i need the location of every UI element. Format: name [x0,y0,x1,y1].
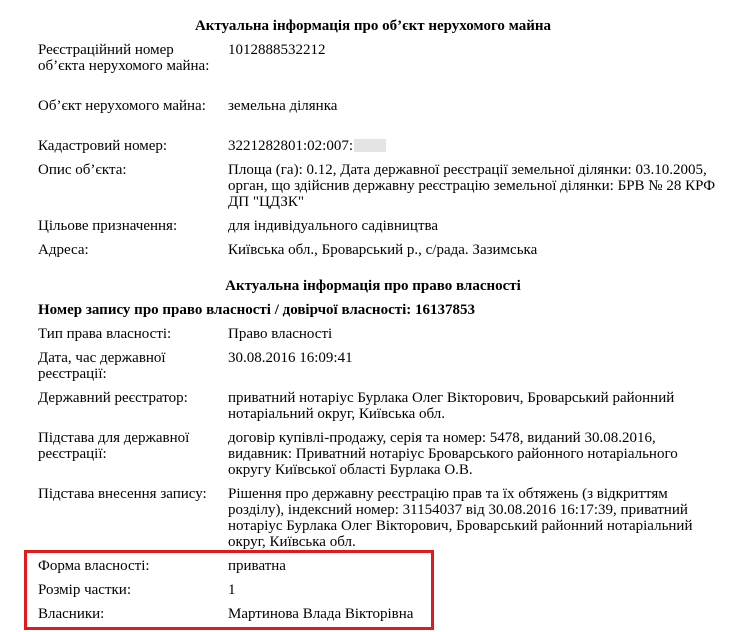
row-label: Власники: [38,606,105,622]
row-value: Рішення про державну реєстрацію прав та їх обтяжень (з відкриттям розділу), індексний номер: 31154037 від 30.08.2016 16:17:39, приватний нотаріус Бурлака Олег Вікторович, Броварський районний нотаріальний округ, Київська обл. [228,486,693,550]
row-value [228,138,718,154]
row-label: Підстава внесення запису: [38,486,207,502]
row-value: 30.08.2016 16:09:41 [228,350,353,366]
row-value: для індивідуального садівництва [228,218,439,234]
row-label: Державний реєстратор: [38,390,188,406]
row-label: Цільове призначення: [38,218,178,234]
row-value: приватний нотаріус Бурлака Олег Вікторович, Броварський районний нотаріальний округ, Київська обл. [228,390,675,422]
row-label: Об’єкт нерухомого майна: [38,98,206,114]
row-label: Реєстраційний номер об’єкта нерухомого майна: [38,42,210,74]
row-label: Тип права власності: [38,326,172,342]
row-label: Дата, час державної реєстрації: [38,350,166,382]
row-value: Площа (га): 0.12, Дата державної реєстрації земельної ділянки: 03.10.2005, орган, що здійснив державну реєстрацію земельної ділянки: БРВ № 28 КРФ ДП "ЦДЗК" [228,162,716,210]
row-value: Мартинова Влада Вікторівна [228,606,414,622]
row-value: договір купівлі-продажу, серія та номер: 5478, виданий 30.08.2016, видавник: Приватний нотаріус Броварського районного нотаріального округу Київської області Бурлака О.В. [228,430,678,478]
row-label: Розмір частки: [38,582,131,598]
row-label: Підстава для державної реєстрації: [38,430,190,462]
redaction-blur [354,139,386,152]
row-label: Кадастровий номер: [38,138,168,154]
row-value: 1 [228,582,236,598]
row-value: Київська обл., Броварський р., с/рада. Зазимська [228,242,538,258]
ownership-record-header: Номер запису про право власності / довірчої власності: 16137853 [38,302,476,318]
row-value: приватна [228,558,286,574]
cadastral-number-text: 3221282801:02:007: [228,138,354,154]
highlight-box [24,550,434,630]
row-label: Форма власності: [38,558,150,574]
row-label: Опис об’єкта: [38,162,127,178]
ownership-section-title: Актуальна інформація про право власності [225,278,521,294]
row-value: 1012888532212 [228,42,326,58]
row-label: Адреса: [38,242,89,258]
object-section-title: Актуальна інформація про об’єкт нерухомого майна [194,18,552,34]
row-value: земельна ділянка [228,98,338,114]
row-value: Право власності [228,326,333,342]
